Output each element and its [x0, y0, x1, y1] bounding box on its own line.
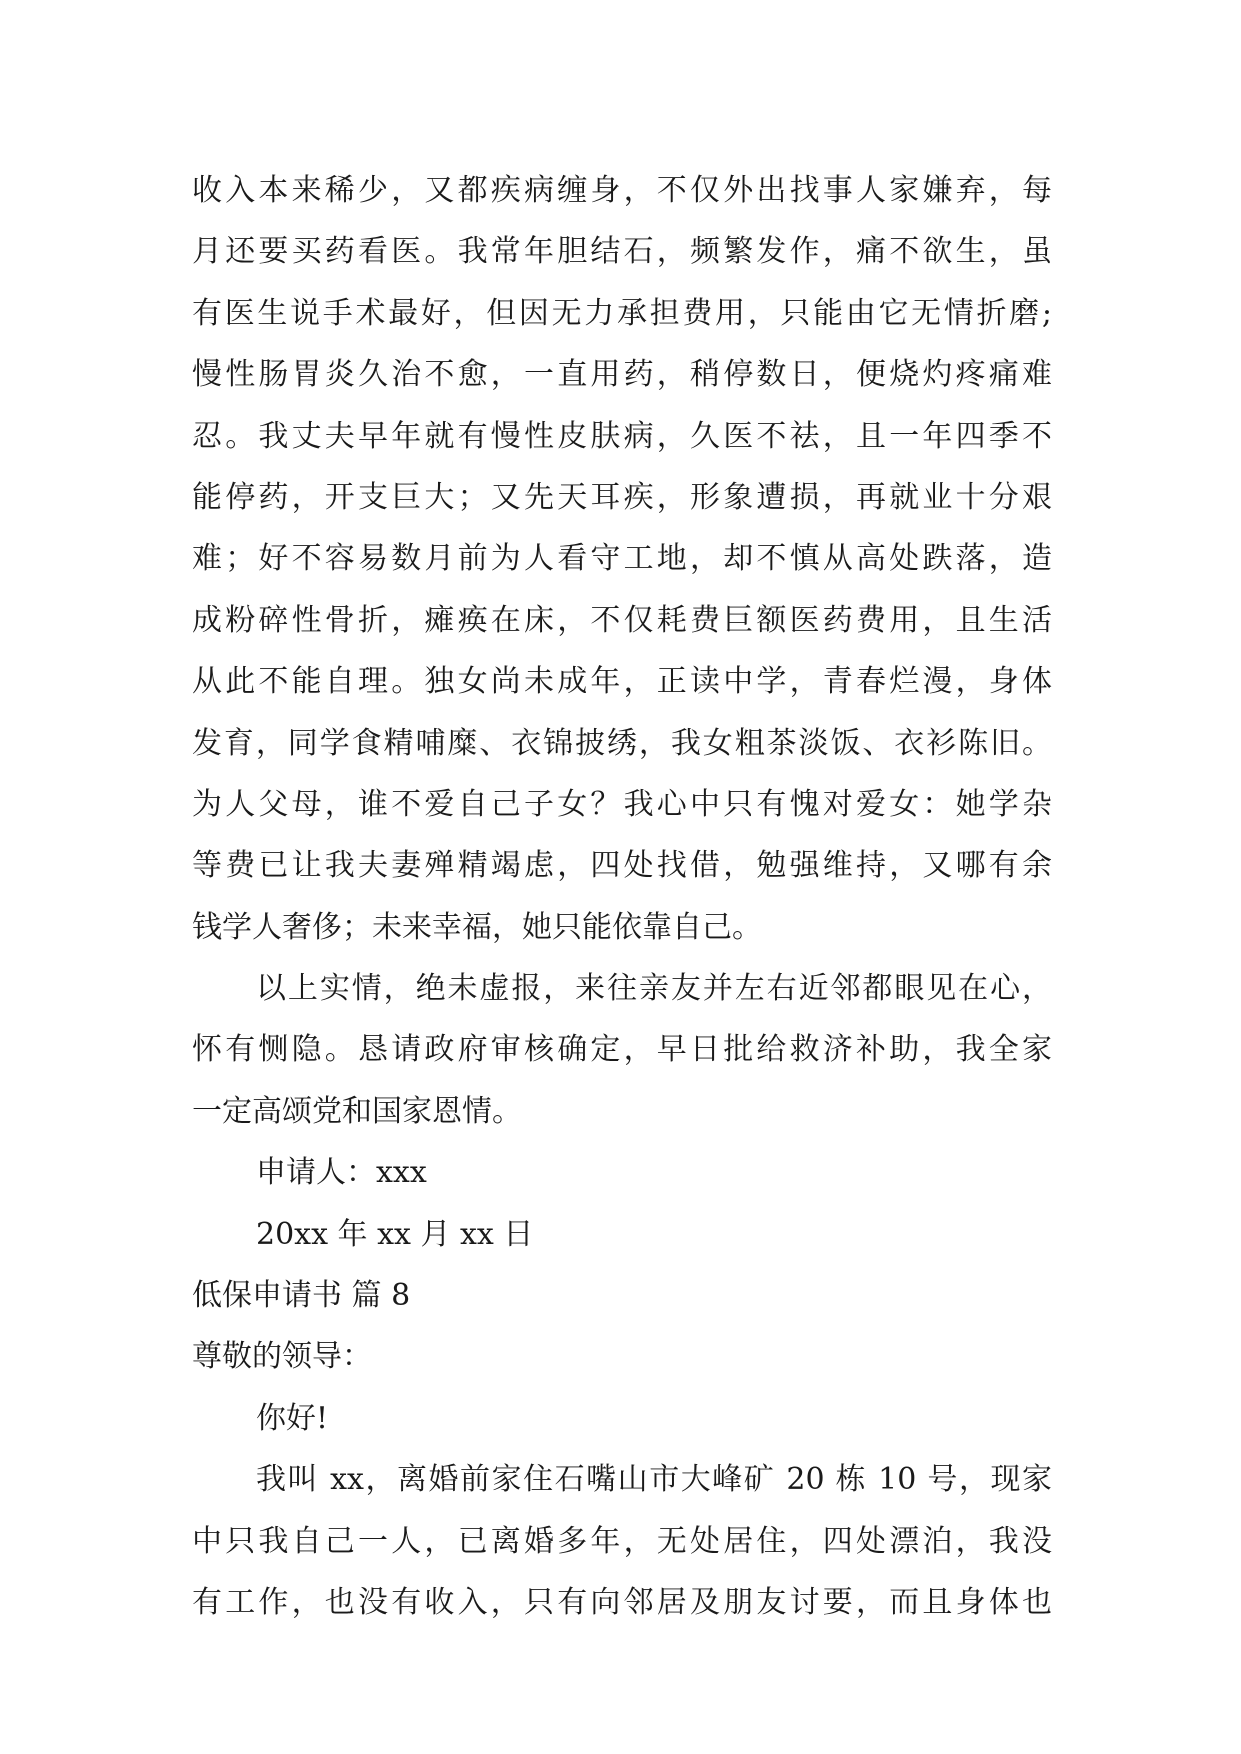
body-line: 等费已让我夫妻殚精竭虑，四处找借，勉强维持，又哪有余	[192, 848, 1052, 884]
body-line: 有医生说手术最好，但因无力承担费用，只能由它无情折磨;	[192, 295, 1052, 331]
section-heading: 低保申请书 篇 8	[192, 1278, 411, 1314]
body-line: 难；好不容易数月前为人看守工地，却不慎从高处跌落，造	[192, 541, 1052, 577]
body-line: 钱学人奢侈；未来幸福，她只能依靠自己。	[192, 909, 762, 945]
body-line: 我叫 xx，离婚前家住石嘴山市大峰矿 20 栋 10 号，现家	[256, 1462, 1052, 1498]
salutation: 尊敬的领导：	[192, 1339, 372, 1375]
body-line: 收入本来稀少，又都疾病缠身，不仅外出找事人家嫌弃，每	[192, 173, 1052, 208]
body-line: 为人父母，谁不爱自己子女？我心中只有愧对爱女：她学杂	[192, 786, 1052, 822]
body-line: 成粉碎性骨折，瘫痪在床，不仅耗费巨额医药费用，且生活	[192, 602, 1052, 638]
body-line: 从此不能自理。独女尚未成年，正读中学，青春烂漫，身体	[192, 664, 1052, 700]
greeting: 你好!	[256, 1400, 329, 1436]
applicant-line: 申请人：xxx	[256, 1155, 427, 1191]
body-line: 能停药，开支巨大；又先天耳疾，形象遭损，再就业十分艰	[192, 479, 1052, 515]
body-line: 慢性肠胃炎久治不愈，一直用药，稍停数日，便烧灼疼痛难	[192, 357, 1052, 393]
body-line: 以上实情，绝未虚报，来往亲友并左右近邻都眼见在心，	[256, 971, 1052, 1007]
body-line: 一定高颂党和国家恩情。	[192, 1093, 522, 1129]
body-line: 中只我自己一人，已离婚多年，无处居住，四处漂泊，我没	[192, 1523, 1052, 1559]
date-line: 20xx 年 xx 月 xx 日	[256, 1216, 534, 1252]
body-line: 发育，同学食精哺糜、衣锦披绣，我女粗茶淡饭、衣衫陈旧。	[192, 725, 1052, 761]
body-line: 月还要买药看医。我常年胆结石，频繁发作，痛不欲生，虽	[192, 234, 1052, 270]
document-body	[192, 160, 1052, 1633]
body-line: 忍。我丈夫早年就有慢性皮肤病，久医不祛，且一年四季不	[192, 418, 1052, 454]
body-line: 有工作，也没有收入，只有向邻居及朋友讨要，而且身体也	[192, 1584, 1052, 1620]
body-line: 怀有恻隐。恳请政府审核确定，早日批给救济补助，我全家	[192, 1032, 1052, 1068]
